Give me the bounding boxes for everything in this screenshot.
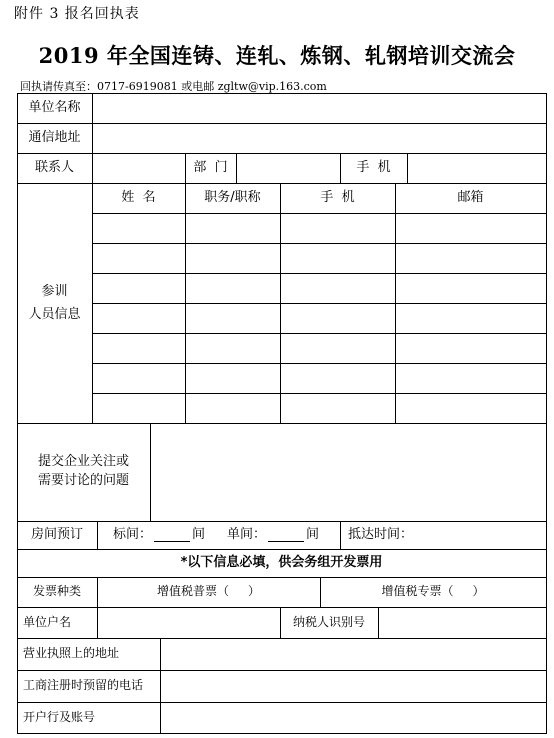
- address-label: 通信地址: [28, 129, 81, 145]
- attendee-col-title: 职务/职称: [204, 189, 261, 205]
- mobile-label: 手 机: [356, 159, 391, 175]
- topics-label: 提交企业关注或 需要讨论的问题: [37, 454, 129, 488]
- arrival-time-label[interactable]: 抵达时间：: [348, 526, 414, 542]
- invoice-notice: *以下信息必填，供会务组开发票用: [180, 554, 383, 570]
- standard-room-unit: 间: [192, 526, 206, 542]
- topics-field[interactable]: [150, 423, 546, 521]
- single-room-input[interactable]: [268, 529, 304, 542]
- registered-phone-field[interactable]: [160, 670, 546, 702]
- room-counts: [97, 521, 340, 549]
- account-name-label: 单位户名: [23, 614, 72, 629]
- invoice-normal-option[interactable]: 增值税普票（ ）: [156, 584, 261, 599]
- mobile-field[interactable]: [407, 153, 546, 183]
- invoice-special-option[interactable]: 增值税专票（ ）: [381, 584, 485, 599]
- taxpayer-id-label: 纳税人识别号: [292, 614, 365, 629]
- single-room-unit: 间: [306, 526, 320, 542]
- standard-room-label: 标间：: [113, 526, 153, 542]
- standard-room-input[interactable]: [154, 529, 190, 542]
- department-label: 部 门: [193, 159, 228, 175]
- contact-person-field[interactable]: [92, 153, 185, 183]
- registered-phone-label: 工商注册时预留的电话: [23, 678, 144, 693]
- account-name-field[interactable]: [97, 607, 280, 638]
- company-name-field[interactable]: [92, 93, 546, 123]
- license-address-label: 营业执照上的地址: [23, 646, 120, 661]
- attendee-col-mobile: 手 机: [320, 189, 355, 205]
- form-title: 2019 年全国连铸、连轧、炼钢、轧钢培训交流会: [38, 43, 516, 68]
- contact-person-label: 联系人: [34, 159, 74, 175]
- attachment-label: 附件 3 报名回执表: [14, 6, 140, 22]
- taxpayer-id-field[interactable]: [378, 607, 546, 638]
- attendee-col-email: 邮箱: [457, 189, 484, 205]
- department-field[interactable]: [236, 153, 340, 183]
- single-room-label: 单间：: [227, 526, 267, 542]
- bank-account-label: 开户行及账号: [23, 709, 96, 724]
- company-name-label: 单位名称: [28, 99, 81, 115]
- room-booking-label: 房间预订: [30, 526, 83, 542]
- contact-line: 回执请传真至：0717-6919081 或电邮 zgltw@vip.163.com: [20, 80, 327, 93]
- attendee-info-label: 参训 人员信息: [28, 283, 81, 322]
- invoice-type-label: 发票种类: [32, 584, 81, 599]
- address-field[interactable]: [92, 123, 546, 153]
- bank-account-field[interactable]: [160, 702, 546, 733]
- attendee-col-name: 姓 名: [121, 189, 156, 205]
- license-address-field[interactable]: [160, 638, 546, 670]
